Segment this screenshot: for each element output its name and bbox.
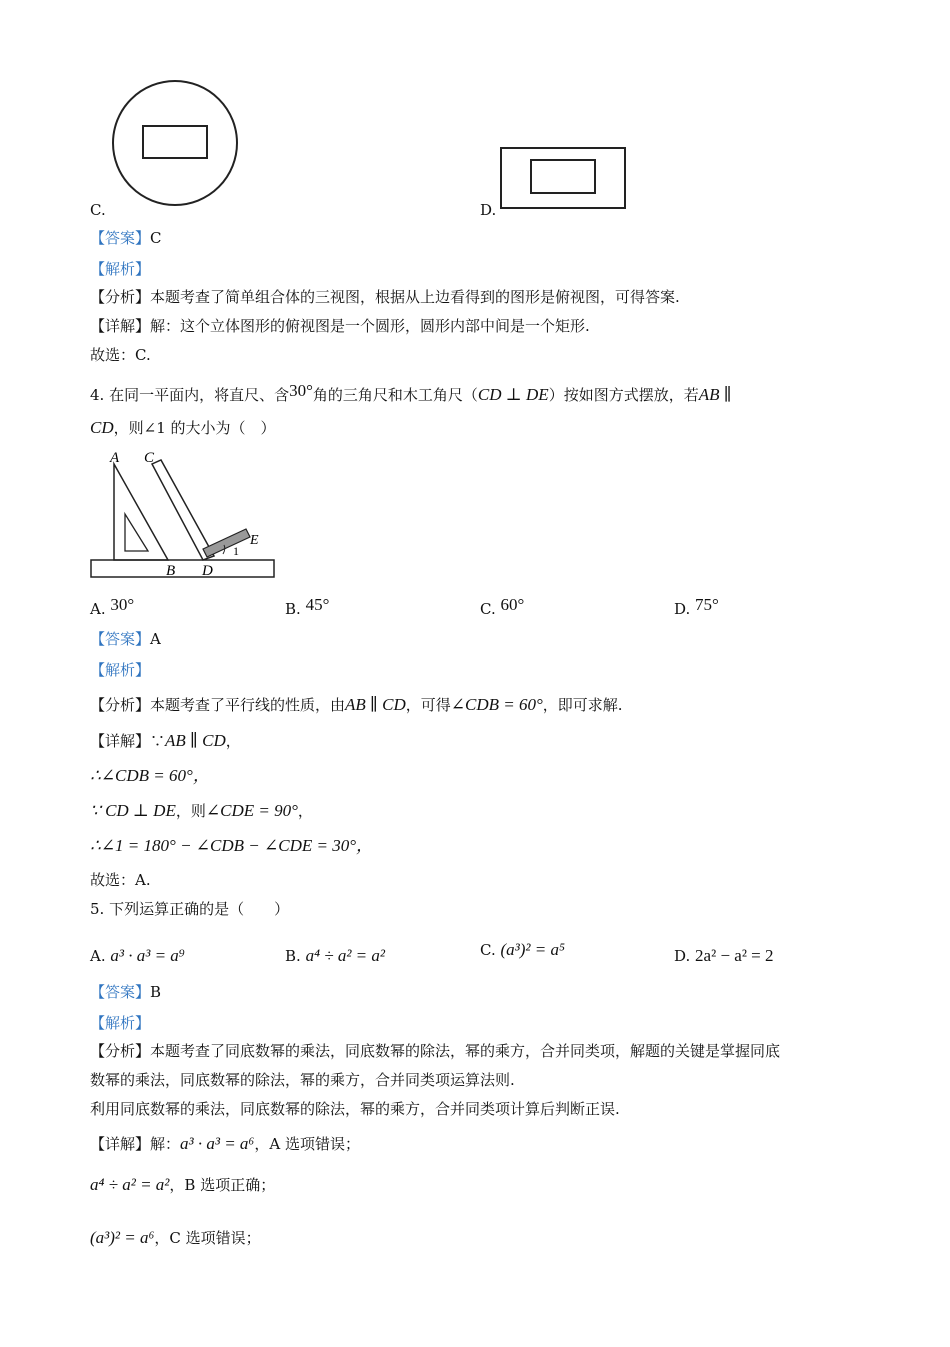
- q4-stem-line2: [90, 418, 276, 438]
- fig-label-a: A: [110, 450, 120, 466]
- answer-tag: 【答案】: [90, 229, 151, 247]
- q5-option-b: B. a⁴ ÷ a² = a²: [285, 946, 385, 965]
- q3-fenxi: 【分析】本题考查了简单组合体的三视图，根据从上边看得到的图形是俯视图，可得答案.: [90, 288, 680, 306]
- q3-detail: 【详解】解：这个立体图形的俯视图是一个圆形，圆形内部中间是一个矩形.: [90, 317, 590, 335]
- answer-tag: 【答案】: [90, 630, 151, 648]
- q4-stem-c: ）按如图方式摆放，若: [548, 386, 699, 404]
- q5-detail-2: a⁴ ÷ a² = a²，B 选项正确；: [90, 1175, 276, 1194]
- q3-choose: 故选：C.: [90, 346, 151, 364]
- fig-label-c: C: [144, 450, 155, 466]
- q5-analysis-tag: 【解析】: [90, 1014, 151, 1032]
- q4-stem-line1: [90, 381, 732, 405]
- q4-stem-perp: CD ⊥ DE: [477, 385, 549, 404]
- q4-option-c: C. 60°: [480, 595, 525, 618]
- q4-stem-cd: CD: [90, 418, 114, 437]
- q4-stem-b: 角的三角尺和木工角尺（: [312, 386, 478, 404]
- q5-fenxi-2: 数幂的乘法，同底数幂的除法，幂的乘方，合并同类项运算法则.: [90, 1071, 515, 1089]
- q5-detail-1: 【详解】解：a³ · a³ = a⁶，A 选项错误；: [90, 1134, 360, 1153]
- q4-detail-3: ∵ CD ⊥ DE，则∠CDE = 90°，: [90, 801, 313, 820]
- q3-answer-line: [90, 228, 162, 248]
- q5-option-a: A. a³ · a³ = a⁹: [90, 946, 185, 965]
- q5-answer-line: [90, 982, 161, 1002]
- q5-detail-3: (a³)² = a⁶，C 选项错误；: [90, 1228, 261, 1247]
- q4-stem-d: ，则∠1 的大小为（ ）: [113, 419, 276, 437]
- q5-option-d: D. 2a² − a² = 2: [674, 946, 774, 965]
- q5-fenxi-1: 【分析】本题考查了同底数幂的乘法，同底数幂的除法，幂的乘方，合并同类项，解题的关键是掌握同底: [90, 1042, 781, 1060]
- q4-answer: A: [150, 630, 161, 648]
- fig-label-d: D: [202, 563, 213, 579]
- q4-stem-par: AB ∥: [698, 385, 732, 404]
- q3-answer: C: [150, 229, 162, 247]
- q5-option-c: C. (a³)² = a⁵: [480, 940, 565, 959]
- q4-fenxi: 【分析】本题考查了平行线的性质，由AB ∥ CD，可得∠CDB = 60°，即可求解.: [90, 695, 623, 714]
- q4-figure: [86, 446, 282, 582]
- q4-stem-a: 4. 在同一平面内，将直尺、含: [90, 386, 290, 404]
- q4-choose: 故选：A.: [90, 871, 151, 889]
- q4-answer-line: [90, 629, 161, 649]
- q4-detail-2: ∴∠CDB = 60°，: [90, 766, 210, 785]
- q4-option-d: D. 75°: [674, 595, 719, 618]
- option-d-figure: [498, 145, 630, 211]
- q3-analysis-tag: 【解析】: [90, 260, 151, 278]
- fig-label-e: E: [250, 533, 259, 548]
- option-c-figure: [108, 78, 242, 208]
- fig-label-b: B: [166, 563, 176, 579]
- q4-option-b: B. 45°: [285, 595, 330, 618]
- option-d-label: D.: [480, 201, 497, 219]
- fig-label-1: 1: [233, 544, 239, 558]
- answer-tag: 【答案】: [90, 983, 151, 1001]
- q5-answer: B: [150, 983, 162, 1001]
- q4-detail-1: 【详解】∵AB ∥ CD，: [90, 731, 241, 750]
- option-c-label: C.: [90, 201, 106, 219]
- q4-detail-4: ∴∠1 = 180° − ∠CDB − ∠CDE = 30°，: [90, 836, 374, 855]
- q5-stem: 5. 下列运算正确的是（ ）: [90, 900, 290, 918]
- q4-analysis-tag: 【解析】: [90, 661, 151, 679]
- q5-fenxi-3: 利用同底数幂的乘法，同底数幂的除法，幂的乘方，合并同类项计算后判断正误.: [90, 1100, 620, 1118]
- q4-option-a: A. 30°: [90, 595, 135, 618]
- q4-stem-30: 30°: [289, 381, 313, 400]
